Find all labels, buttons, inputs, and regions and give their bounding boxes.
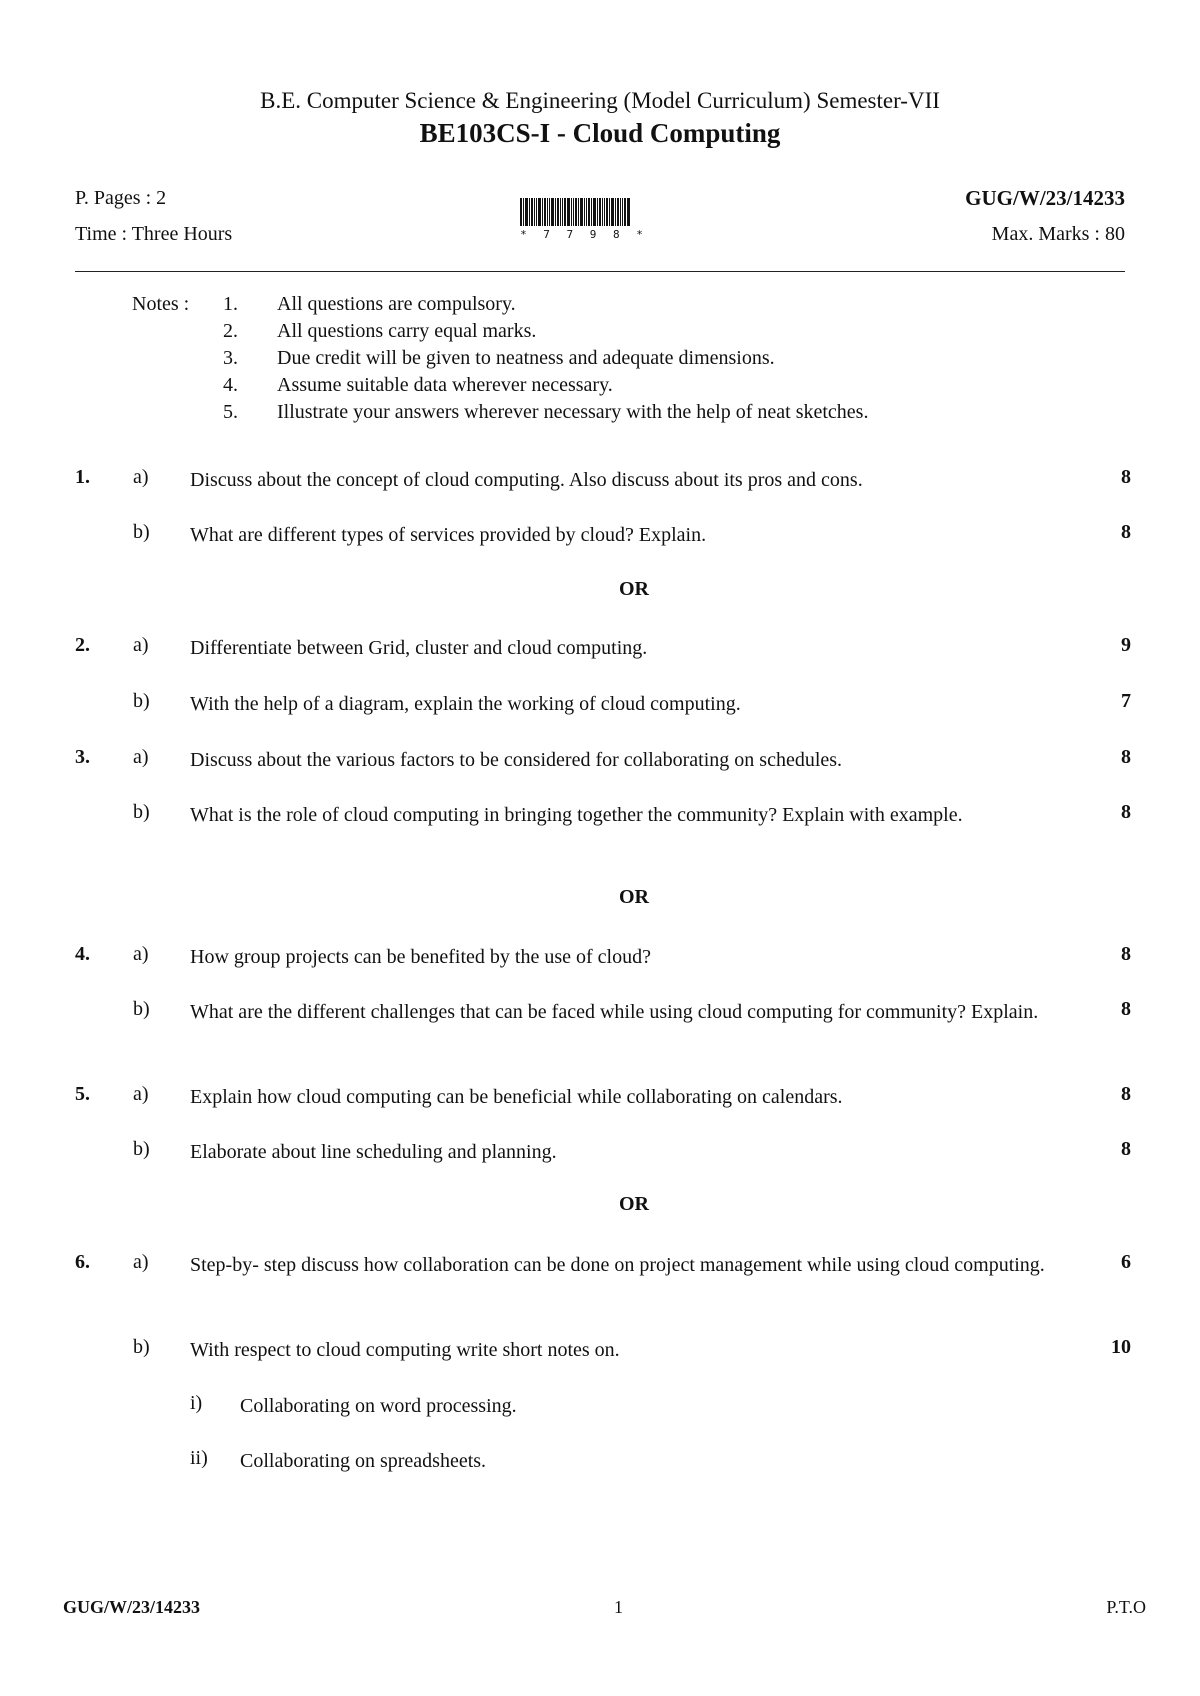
marks: 8	[1121, 746, 1131, 768]
barcode	[520, 198, 648, 226]
marks: 8	[1121, 943, 1131, 965]
subitem-text: Collaborating on spreadsheets.	[240, 1450, 487, 1472]
question-text: What are the different challenges that can be faced while using cloud computing for community? Explain.	[190, 1001, 1039, 1023]
question-text: What is the role of cloud computing in bringing together the community? Explain with example.	[190, 804, 963, 826]
note-text: Assume suitable data wherever necessary.	[277, 374, 613, 396]
part-label: b)	[133, 521, 150, 543]
max-marks: Max. Marks : 80	[991, 223, 1125, 245]
paper-code: GUG/W/23/14233	[965, 186, 1125, 210]
marks: 10	[1111, 1336, 1131, 1358]
marks: 8	[1121, 521, 1131, 543]
question-number: 1.	[75, 466, 90, 488]
part-label: b)	[133, 998, 150, 1020]
question-number: 3.	[75, 746, 90, 768]
part-label: b)	[133, 1138, 150, 1160]
barcode-number: * 7 7 9 8 *	[520, 228, 648, 241]
part-label: b)	[133, 1336, 150, 1358]
question-text: With respect to cloud computing write short notes on.	[190, 1339, 620, 1361]
marks: 8	[1121, 466, 1131, 488]
marks: 8	[1121, 1138, 1131, 1160]
part-label: a)	[133, 1251, 149, 1273]
or-separator: OR	[619, 886, 649, 908]
or-separator: OR	[619, 578, 649, 600]
page-number: 1	[614, 1597, 623, 1617]
question-number: 6.	[75, 1251, 90, 1273]
note-text: All questions carry equal marks.	[277, 320, 537, 342]
notes-label: Notes :	[132, 293, 190, 315]
subitem-label: ii)	[190, 1447, 208, 1469]
please-turn-over: P.T.O	[1106, 1597, 1146, 1617]
question-text: Elaborate about line scheduling and planning.	[190, 1141, 557, 1163]
subitem-text: Collaborating on word processing.	[240, 1395, 517, 1417]
question-text: Discuss about the various factors to be considered for collaborating on schedules.	[190, 749, 843, 771]
part-label: a)	[133, 943, 149, 965]
marks: 9	[1121, 634, 1131, 656]
marks: 8	[1121, 1083, 1131, 1105]
course-title: BE103CS-I - Cloud Computing	[419, 118, 781, 148]
subitem-label: i)	[190, 1392, 203, 1414]
question-text: Discuss about the concept of cloud computing. Also discuss about its pros and cons.	[190, 469, 863, 491]
marks: 7	[1121, 690, 1131, 712]
part-label: a)	[133, 1083, 149, 1105]
note-number: 2.	[223, 320, 238, 342]
note-text: All questions are compulsory.	[277, 293, 516, 315]
header-divider	[75, 271, 1125, 272]
note-number: 1.	[223, 293, 238, 315]
exam-duration: Time : Three Hours	[75, 223, 233, 245]
question-text: How group projects can be benefited by the use of cloud?	[190, 946, 651, 968]
page-count: P. Pages : 2	[75, 187, 167, 209]
footer-paper-code: GUG/W/23/14233	[63, 1597, 201, 1617]
part-label: a)	[133, 746, 149, 768]
question-text: Step-by- step discuss how collaboration can be done on project management while using cloud computing.	[190, 1254, 1045, 1276]
marks: 8	[1121, 801, 1131, 823]
part-label: b)	[133, 801, 150, 823]
question-text: Differentiate between Grid, cluster and cloud computing.	[190, 637, 648, 659]
note-text: Illustrate your answers wherever necessary with the help of neat sketches.	[277, 401, 869, 423]
marks: 6	[1121, 1251, 1131, 1273]
question-number: 2.	[75, 634, 90, 656]
question-text: Explain how cloud computing can be beneficial while collaborating on calendars.	[190, 1086, 843, 1108]
note-number: 5.	[223, 401, 238, 423]
question-number: 4.	[75, 943, 90, 965]
note-number: 4.	[223, 374, 238, 396]
program-title: B.E. Computer Science & Engineering (Model Curriculum) Semester-VII	[260, 88, 940, 113]
part-label: a)	[133, 466, 149, 488]
note-number: 3.	[223, 347, 238, 369]
marks: 8	[1121, 998, 1131, 1020]
part-label: b)	[133, 690, 150, 712]
part-label: a)	[133, 634, 149, 656]
or-separator: OR	[619, 1193, 649, 1215]
question-number: 5.	[75, 1083, 90, 1105]
note-text: Due credit will be given to neatness and adequate dimensions.	[277, 347, 775, 369]
question-text: With the help of a diagram, explain the working of cloud computing.	[190, 693, 741, 715]
question-text: What are different types of services provided by cloud? Explain.	[190, 524, 707, 546]
